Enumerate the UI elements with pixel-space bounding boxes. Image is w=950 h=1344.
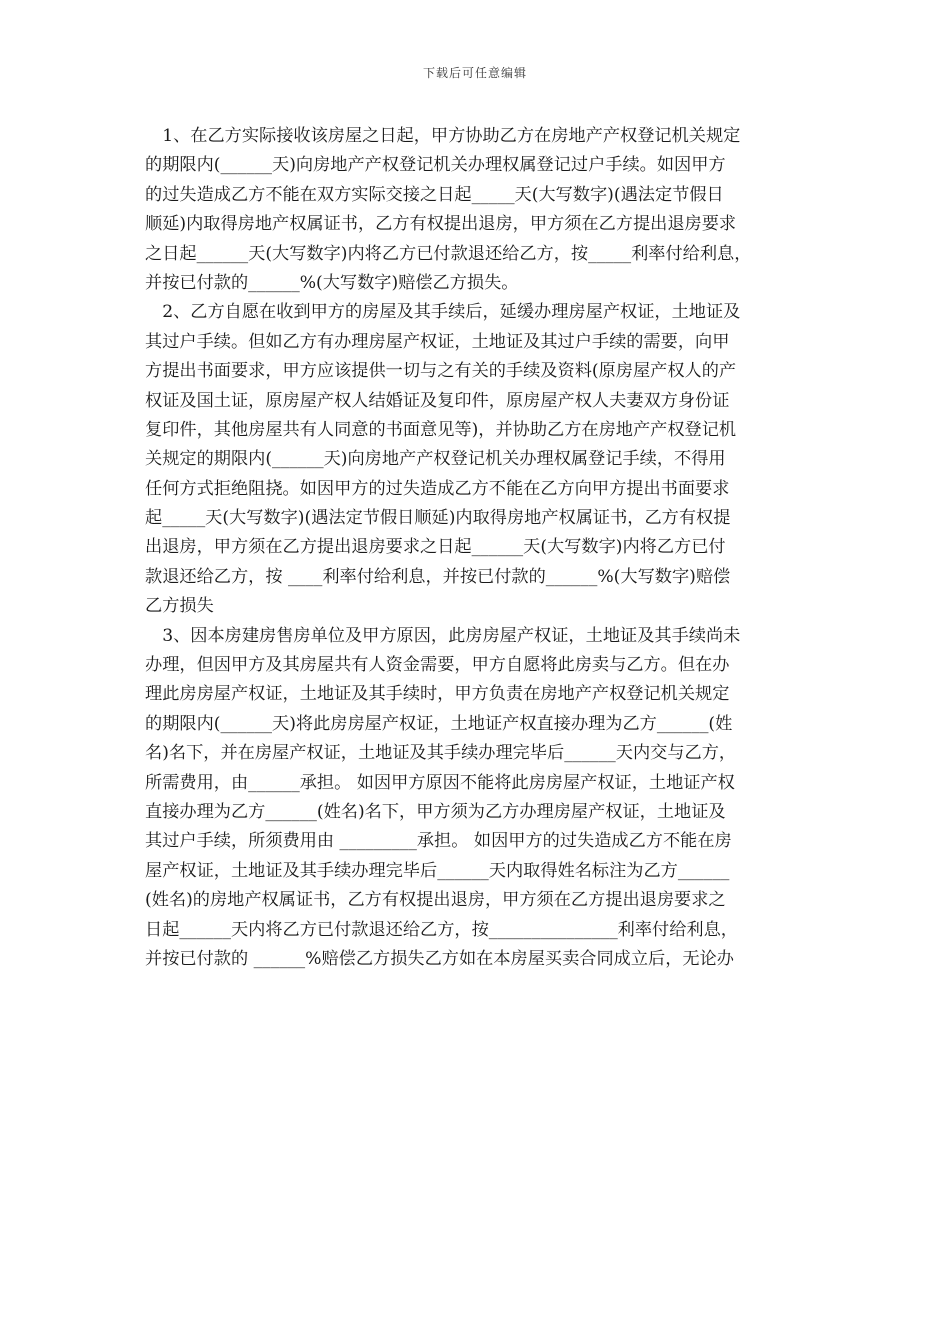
text-line: 2、乙方自愿在收到甲方的房屋及其手续后，延缓办理房屋产权证，土地证及 xyxy=(145,302,741,323)
document-body xyxy=(145,122,813,974)
text-line: 其过户手续。但如乙方有办理房屋产权证，土地证及其过户手续的需要，向甲 xyxy=(145,331,730,352)
text-line: 理此房房屋产权证，土地证及其手续时，甲方负责在房地产产权登记机关规定 xyxy=(145,684,730,705)
text-line: 款退还给乙方，按 ____利率付给利息，并按已付款的______%(大写数字)赔偿 xyxy=(145,566,731,587)
text-line: 所需费用，由______承担。 如因甲方原因不能将此房房屋产权证，土地证产权 xyxy=(145,772,735,793)
text-line: 直接办理为乙方______(姓名)名下，甲方须为乙方办理房屋产权证，土地证及 xyxy=(145,801,726,822)
text-line: 起_____天(大写数字)(遇法定节假日顺延)内取得房地产权属证书，乙方有权提 xyxy=(145,508,731,529)
text-line: 名)名下，并在房屋产权证，土地证及其手续办理完毕后______天内交与乙方， xyxy=(145,743,737,764)
text-line: 乙方损失 xyxy=(145,596,214,617)
text-line: 日起______天内将乙方已付款退还给乙方，按_______________利率付给利息， xyxy=(145,919,738,940)
text-line: 3、因本房建房售房单位及甲方原因，此房房屋产权证，土地证及其手续尚未 xyxy=(145,625,741,646)
page-header: 下载后可任意编辑 xyxy=(422,66,527,80)
text-line: 办理，但因甲方及其房屋共有人资金需要，甲方自愿将此房卖与乙方。但在办 xyxy=(145,655,730,676)
text-line: 方提出书面要求，甲方应该提供一切与之有关的手续及资料(原房屋产权人的产 xyxy=(145,361,737,382)
text-line: 并按已付款的______%(大写数字)赔偿乙方损失。 xyxy=(145,272,519,293)
text-line: 的期限内(______天)向房地产产权登记机关办理权属登记过户手续。如因甲方 xyxy=(145,155,726,176)
text-line: 权证及国土证，原房屋产权人结婚证及复印件，原房屋产权人夫妻双方身份证 xyxy=(145,390,730,411)
text-line: 1、在乙方实际接收该房屋之日起，甲方协助乙方在房地产产权登记机关规定 xyxy=(145,126,741,146)
text-line: 顺延)内取得房地产权属证书，乙方有权提出退房，甲方须在乙方提出退房要求 xyxy=(145,214,737,235)
text-line: 关规定的期限内(______天)向房地产产权登记机关办理权属登记手续，不得用 xyxy=(145,449,726,470)
text-line: 之日起______天(大写数字)内将乙方已付款退还给乙方，按_____利率付给利息， xyxy=(145,243,752,264)
text-line: 其过户手续，所须费用由 _________承担。 如因甲方的过失造成乙方不能在房 xyxy=(145,831,732,852)
text-line: 的期限内(______天)将此房房屋产权证，土地证产权直接办理为乙方______(姓 xyxy=(145,713,733,734)
text-line: 任何方式拒绝阻挠。如因甲方的过失造成乙方不能在乙方向甲方提出书面要求 xyxy=(145,478,730,499)
text-line: 复印件，其他房屋共有人同意的书面意见等)，并协助乙方在房地产产权登记机 xyxy=(145,419,737,440)
text-line: 的过失造成乙方不能在双方实际交接之日起_____天(大写数字)(遇法定节假日 xyxy=(145,184,724,205)
text-line: 并按已付款的 ______%赔偿乙方损失乙方如在本房屋买卖合同成立后，无论办 xyxy=(145,948,734,969)
text-line: (姓名)的房地产权属证书，乙方有权提出退房，甲方须在乙方提出退房要求之 xyxy=(145,890,726,911)
text-line: 屋产权证，土地证及其手续办理完毕后______天内取得姓名标注为乙方______ xyxy=(145,860,730,881)
text-line: 出退房，甲方须在乙方提出退房要求之日起______天(大写数字)内将乙方已付 xyxy=(145,537,726,558)
